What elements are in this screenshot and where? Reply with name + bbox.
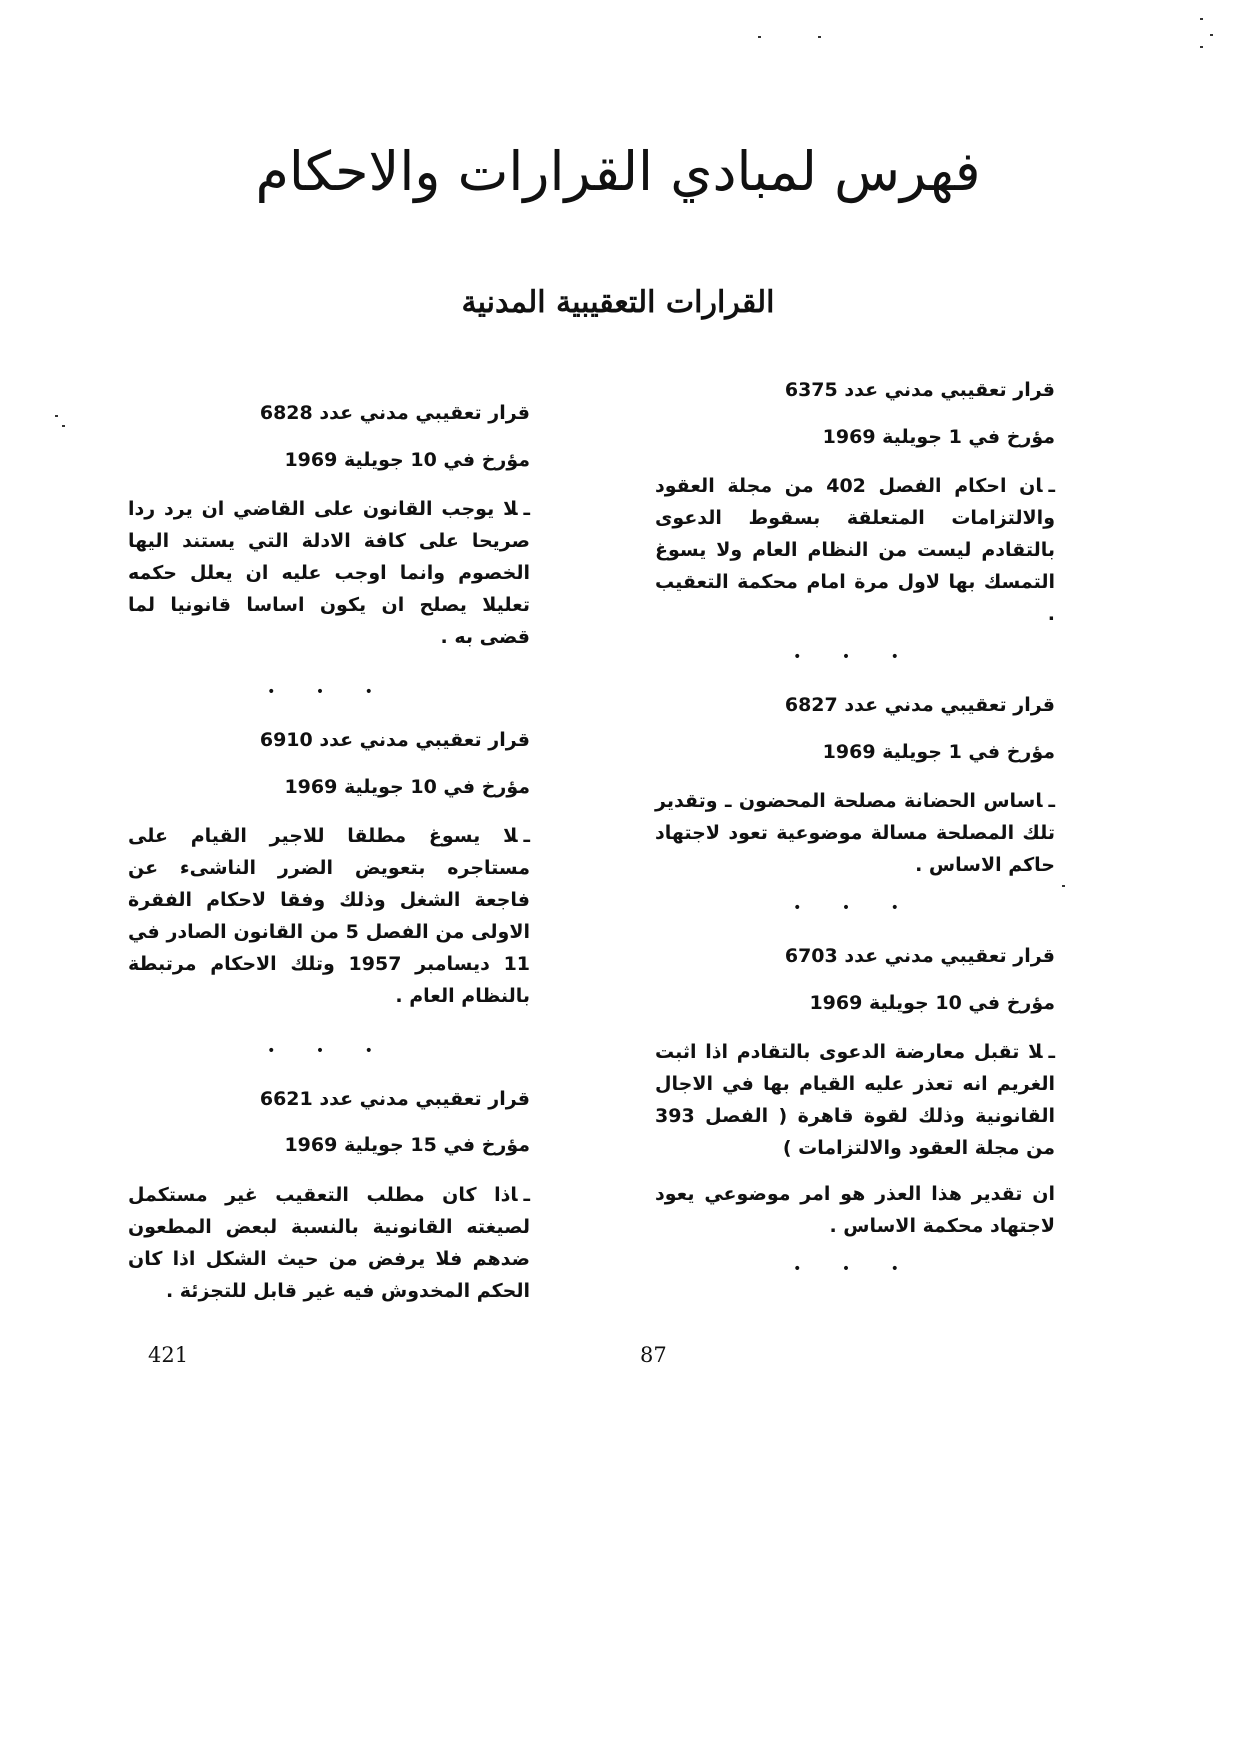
- decision-entry: [128, 401, 530, 654]
- decision-summary-extra: ان تقدير هذا العذر هو امر موضوعي يعود لاجتهاد محكمة الاساس .: [655, 1183, 1055, 1237]
- entry-separator: • • •: [267, 683, 391, 700]
- entry-separator: • • •: [793, 1260, 917, 1277]
- decision-date: مؤرخ في 1 جويلية 1969: [822, 740, 1055, 763]
- decision-heading: قرار تعقيبي مدني عدد 6375: [784, 379, 1055, 401]
- decision-summary: ـلا تقبل معارضة الدعوى بالتقادم اذا اثبت الغريم انه تعذر عليه القيام بها في الاجال القانونية وذلك لقوة قاهرة ( الفصل 393 من مجلة العقود والالتزامات ): [655, 1041, 1055, 1160]
- decision-date: مؤرخ في 10 جويلية 1969: [284, 448, 530, 471]
- decision-summary: ـلا يسوغ مطلقا للاجير القيام على مستاجره بتعويض الضرر الناشىء عن فاجعة الشغل وذلك وفقا لاحكام الفقرة الاولى من الفصل 5 من القانون الصادر في 11 ديسامبر 1957 وتلك الاحكام مرتبطة بالنظام العام .: [128, 825, 531, 1007]
- decision-date: مؤرخ في 10 جويلية 1969: [809, 991, 1055, 1014]
- scan-speck: [62, 425, 65, 427]
- decision-entry: [655, 378, 1055, 631]
- scan-speck: [1210, 34, 1213, 36]
- decision-entry: [128, 1087, 530, 1308]
- decision-heading: قرار تعقيبي مدني عدد 6827: [784, 693, 1055, 716]
- decision-heading: قرار تعقيبي مدني عدد 6703: [784, 945, 1055, 967]
- decision-date: مؤرخ في 15 جويلية 1969: [284, 1134, 530, 1157]
- page-number-center: 87: [640, 1343, 667, 1367]
- decision-heading: قرار تعقيبي مدني عدد 6910: [259, 728, 530, 751]
- decision-entry: [655, 693, 1055, 882]
- decision-summary: ـاساس الحضانة مصلحة المحضون ـ وتقدير تلك المصلحة مسالة موضوعية تعود لاجتهاد حاكم الاساس .: [655, 790, 1055, 877]
- page-number-left: 421: [148, 1343, 189, 1367]
- decision-date: مؤرخ في 10 جويلية 1969: [284, 775, 530, 798]
- decision-summary: ـاذا كان مطلب التعقيب غير مستكمل لصيغته القانونية بالنسبة لبعض المطعون ضدهم فلا يرفض من حيث الشكل اذا كان الحكم المخدوش فيه غير قابل للتجزئة .: [128, 1184, 530, 1302]
- scan-speck: [1200, 18, 1203, 20]
- right-column: [655, 378, 1055, 1305]
- entry-separator: • • •: [267, 1042, 391, 1059]
- scan-speck: [1200, 46, 1203, 48]
- decision-summary: ـان احكام الفصل 402 من مجلة العقود والالتزامات المتعلقة بسقوط الدعوى بالتقادم ليست من النظام العام ولا يسوغ التمسك بها لاول مرة امام محكمة التعقيب .: [655, 475, 1055, 625]
- page-title: فهرس لمبادي القرارات والاحكام: [255, 140, 981, 203]
- scan-speck: [818, 36, 821, 38]
- left-column: [128, 401, 530, 1308]
- scan-speck: [758, 36, 761, 38]
- decision-heading: قرار تعقيبي مدني عدد 6621: [259, 1087, 530, 1110]
- decision-heading: قرار تعقيبي مدني عدد 6828: [259, 402, 530, 424]
- scan-speck: [1062, 885, 1065, 887]
- section-subtitle: القرارات التعقيبية المدنية: [461, 285, 775, 320]
- decision-entry: [655, 944, 1055, 1243]
- entry-separator: • • •: [793, 900, 917, 916]
- decision-summary: ـلا يوجب القانون على القاضي ان يرد ردا صريحا على كافة الادلة التي يستند اليها الخصوم وانما اوجب عليه ان يعلل حكمه تعليلا يصلح ان يكون اساسا قانونيا لما قضى به .: [128, 498, 530, 648]
- entry-separator: • • •: [793, 648, 917, 665]
- scan-speck: [55, 415, 58, 417]
- decision-entry: [128, 728, 530, 1013]
- decision-date: مؤرخ في 1 جويلية 1969: [822, 425, 1055, 448]
